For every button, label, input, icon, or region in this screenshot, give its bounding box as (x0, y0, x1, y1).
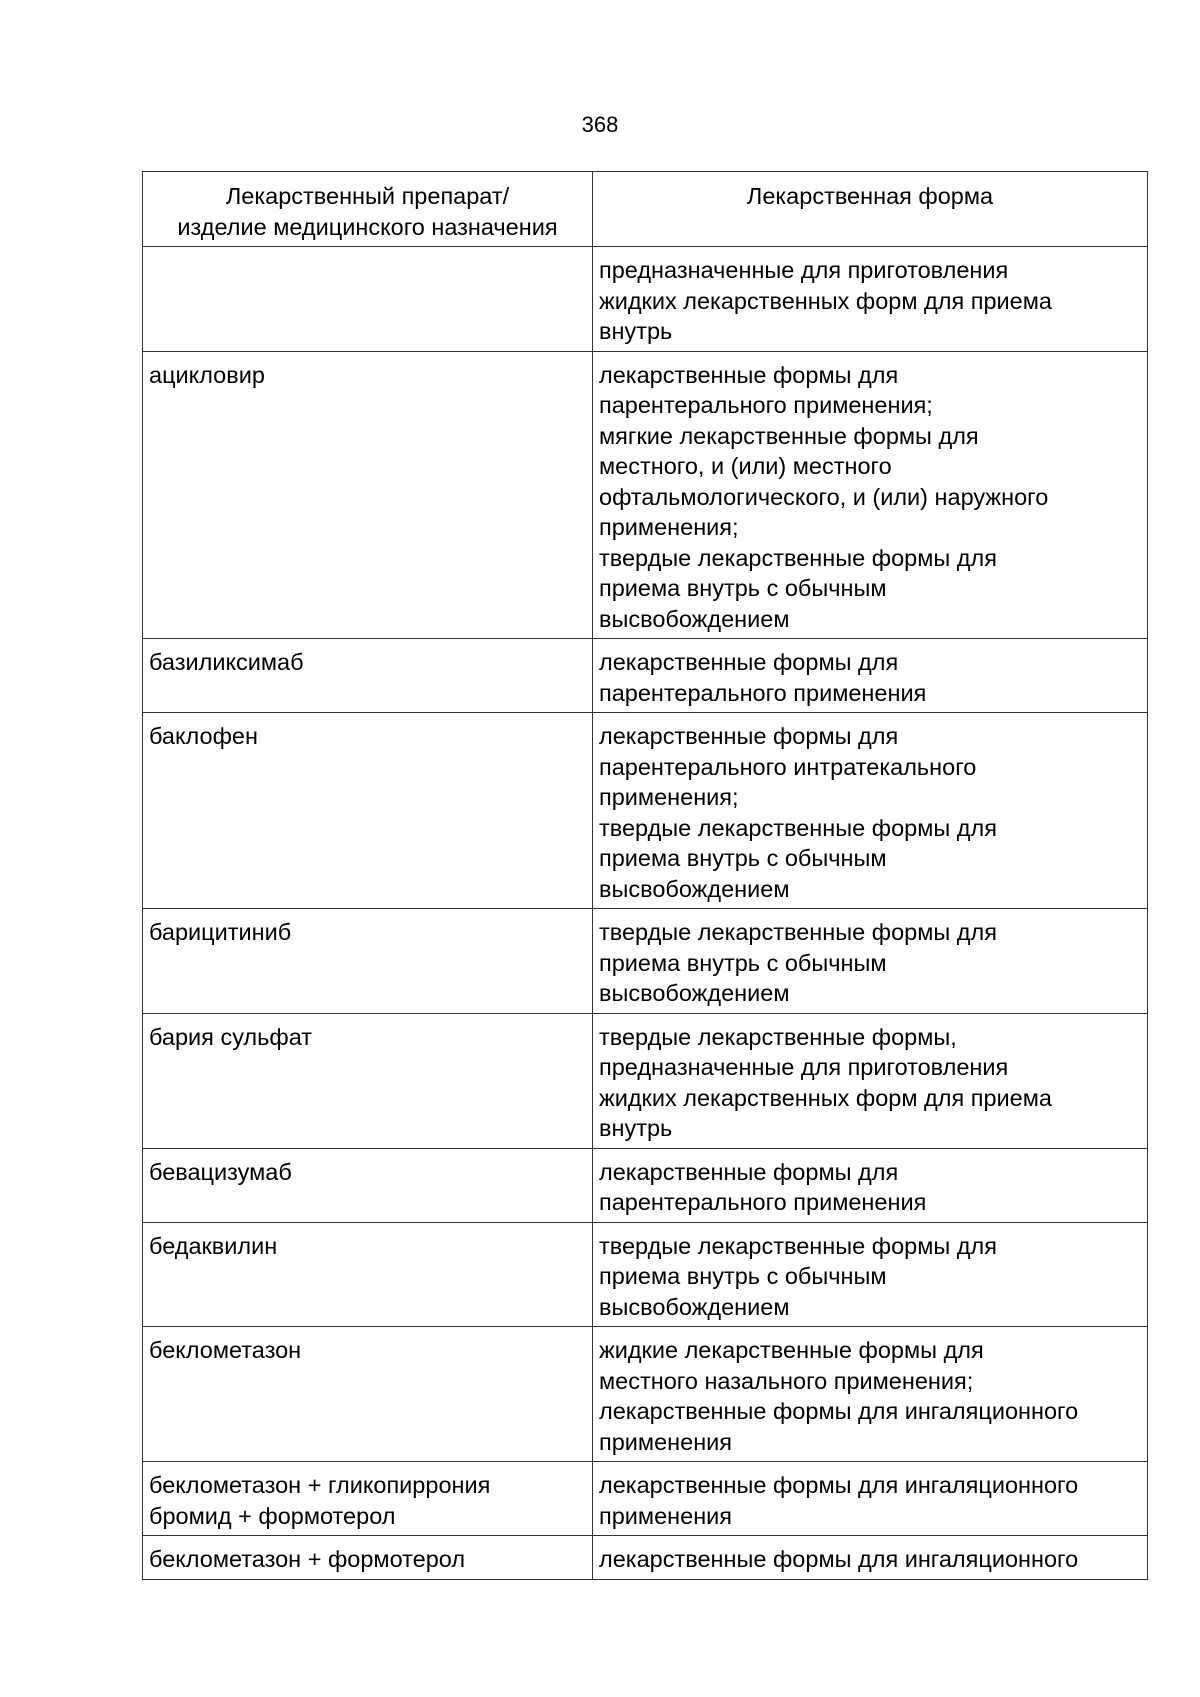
cell-line: ацикловир (149, 361, 265, 388)
cell-line: жидких лекарственных форм для приема (599, 1084, 1052, 1111)
drug-name-cell (143, 1148, 593, 1222)
dosage-form-cell (593, 1462, 1148, 1536)
dosage-form-cell (593, 1148, 1148, 1222)
dosage-form-cell (593, 1536, 1148, 1580)
drug-name-cell (143, 1327, 593, 1462)
cell-line: парентерального применения (599, 1189, 927, 1215)
cell-line: Лекарственный препарат/ (225, 183, 510, 209)
cell-line: жидкие лекарственные формы для (599, 1337, 984, 1363)
drug-name-cell (143, 351, 593, 639)
table-row (143, 1327, 1148, 1462)
cell-line: базиликсимаб (149, 649, 304, 675)
cell-line: применения; (599, 514, 739, 540)
cell-line: высвобождением (599, 875, 790, 902)
cell-line: парентерального применения; (599, 392, 933, 418)
cell-line: приема внутрь с обычным (599, 1263, 887, 1289)
table-row (143, 1148, 1148, 1222)
cell-line: внутрь (599, 1115, 673, 1141)
dosage-form-cell (593, 713, 1148, 909)
dosage-form-cell (593, 1327, 1148, 1462)
dosage-form-cell (593, 247, 1148, 352)
cell-line: применения (599, 1428, 733, 1455)
table-row (143, 1536, 1148, 1580)
cell-line: изделие медицинского назначения (177, 213, 558, 240)
table-row (143, 639, 1148, 713)
cell-line: бромид + формотерол (149, 1502, 396, 1529)
cell-line: офтальмологического, и (или) наружного (599, 483, 1049, 510)
cell-line: высвобождением (599, 1293, 790, 1320)
drug-name-cell (143, 247, 593, 352)
cell-line: лекарственные формы для (599, 361, 899, 388)
cell-line: парентерального интратекального (599, 753, 977, 780)
drug-name-cell (143, 1536, 593, 1580)
dosage-form-cell (593, 909, 1148, 1014)
cell-line: беклометазон (149, 1337, 302, 1363)
table-row (143, 351, 1148, 639)
cell-line: внутрь (599, 318, 673, 344)
cell-line: жидких лекарственных форм для приема (599, 287, 1052, 314)
drug-name-cell (143, 1222, 593, 1327)
cell-line: приема внутрь с обычным (599, 575, 887, 601)
cell-line: лекарственные формы для ингаляционного (599, 1398, 1079, 1424)
cell-line: лекарственные формы для (599, 1158, 899, 1185)
cell-line: приема внутрь с обычным (599, 845, 887, 871)
cell-line: лекарственные формы для (599, 723, 899, 749)
cell-line: бедаквилин (149, 1232, 278, 1259)
cell-line: высвобождением (599, 980, 790, 1006)
cell-line: применения; (599, 784, 739, 810)
dosage-form-cell (593, 1222, 1148, 1327)
drug-name-cell (143, 1013, 593, 1148)
drug-name-cell (143, 713, 593, 909)
cell-line: местного, и (или) местного (599, 453, 892, 479)
cell-line: высвобождением (599, 605, 790, 632)
cell-line: лекарственные формы для (599, 649, 899, 675)
table-header-row (143, 172, 1148, 247)
cell-line: парентерального применения (599, 679, 927, 706)
drug-name-cell (143, 639, 593, 713)
cell-line: мягкие лекарственные формы для (599, 422, 979, 449)
cell-line: Лекарственная форма (746, 183, 994, 209)
cell-line: твердые лекарственные формы для (599, 1232, 997, 1259)
header-form (593, 172, 1148, 247)
cell-line: бария сульфат (149, 1023, 313, 1050)
cell-line: бевацизумаб (149, 1158, 292, 1185)
cell-line: твердые лекарственные формы для (599, 544, 997, 571)
cell-line: лекарственные формы для ингаляционного (599, 1546, 1079, 1572)
dosage-form-cell (593, 351, 1148, 639)
drug-name-cell (143, 1462, 593, 1536)
table-row (143, 1462, 1148, 1536)
cell-line: предназначенные для приготовления (599, 257, 1009, 283)
table-row (143, 713, 1148, 909)
drug-forms-table (142, 171, 1148, 1580)
table-row (143, 1222, 1148, 1327)
cell-line: беклометазон + формотерол (149, 1546, 466, 1572)
table-row (143, 1013, 1148, 1148)
cell-line: баклофен (149, 723, 258, 749)
table-row (143, 909, 1148, 1014)
cell-line: предназначенные для приготовления (599, 1054, 1009, 1080)
cell-line: твердые лекарственные формы для (599, 919, 997, 945)
dosage-form-cell (593, 639, 1148, 713)
cell-line: твердые лекарственные формы для (599, 814, 997, 841)
cell-line: применения (599, 1502, 733, 1529)
cell-line: лекарственные формы для ингаляционного (599, 1472, 1079, 1498)
cell-line: твердые лекарственные формы, (599, 1023, 957, 1050)
dosage-form-cell (593, 1013, 1148, 1148)
page-number: 368 (581, 112, 619, 137)
header-drug (143, 172, 593, 247)
drug-name-cell (143, 909, 593, 1014)
cell-line: барицитиниб (149, 919, 292, 945)
cell-line: беклометазон + гликопиррония (149, 1472, 491, 1498)
cell-line: местного назального применения; (599, 1367, 974, 1394)
table-row (143, 247, 1148, 352)
cell-line: приема внутрь с обычным (599, 949, 887, 976)
